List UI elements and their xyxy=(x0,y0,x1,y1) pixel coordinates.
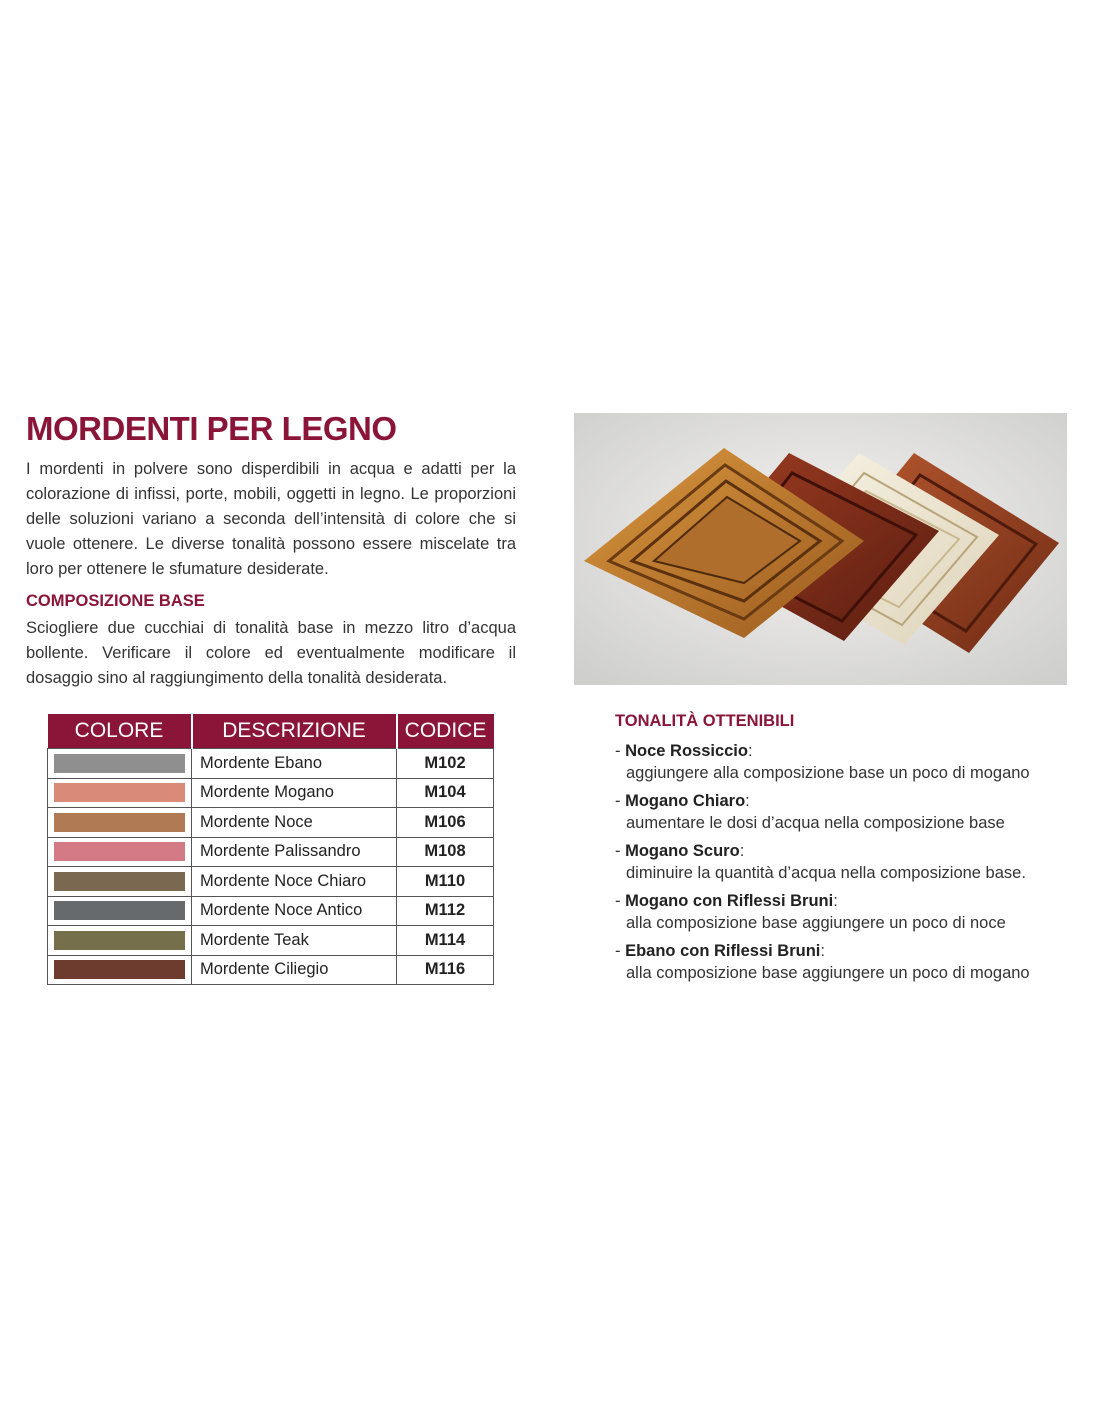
wood-panels-photo xyxy=(574,413,1067,685)
stain-description: Mordente Ciliegio xyxy=(192,955,397,985)
tonalita-item: - Mogano Chiaro: aumentare le dosi d’acqua nella composizione base xyxy=(615,790,1065,834)
color-swatch xyxy=(54,813,185,832)
header-codice: CODICE xyxy=(397,714,494,749)
color-swatch xyxy=(54,960,185,979)
color-swatch-cell xyxy=(48,778,192,808)
color-swatch-cell xyxy=(48,896,192,926)
tonalita-name: Noce Rossiccio xyxy=(625,742,748,760)
stain-code: M108 xyxy=(397,837,494,867)
composition-paragraph: Sciogliere due cucchiai di tonalità base in mezzo litro d’acqua bollente. Verificare il colore ed eventualmente modificare il dosaggio sino al raggiungimento della tonalità desiderata. xyxy=(26,619,516,687)
tonalita-desc: alla composizione base aggiungere un poco di mogano xyxy=(626,964,1030,982)
color-swatch xyxy=(54,872,185,891)
stain-description: Mordente Mogano xyxy=(192,778,397,808)
table-row xyxy=(48,778,494,808)
table-row xyxy=(48,867,494,897)
tonalita-item: - Ebano con Riflessi Bruni: alla composizione base aggiungere un poco di mogano xyxy=(615,940,1065,984)
wood-panels-image xyxy=(574,413,1067,685)
tonalita-heading: TONALITÀ OTTENIBILI xyxy=(615,712,795,730)
tonalita-name: Mogano Scuro xyxy=(625,842,740,860)
tonalita-name: Mogano con Riflessi Bruni xyxy=(625,892,834,910)
table-header-row xyxy=(48,714,494,749)
stain-code: M114 xyxy=(397,926,494,956)
color-swatch xyxy=(54,842,185,861)
table-row xyxy=(48,926,494,956)
table-row xyxy=(48,955,494,985)
tonalita-name: Ebano con Riflessi Bruni xyxy=(625,942,821,960)
color-swatch xyxy=(54,754,185,773)
header-descrizione: DESCRIZIONE xyxy=(192,714,397,749)
header-colore: COLORE xyxy=(48,714,192,749)
stain-description: Mordente Ebano xyxy=(192,749,397,779)
tonalita-item: - Mogano con Riflessi Bruni: alla composizione base aggiungere un poco di noce xyxy=(615,890,1065,934)
color-swatch-cell xyxy=(48,926,192,956)
color-swatch-cell xyxy=(48,808,192,838)
stain-description: Mordente Noce Antico xyxy=(192,896,397,926)
color-swatch-cell xyxy=(48,837,192,867)
table-row xyxy=(48,837,494,867)
tonalita-item: - Mogano Scuro: diminuire la quantità d’acqua nella composizione base. xyxy=(615,840,1065,884)
table-row xyxy=(48,896,494,926)
stain-description: Mordente Teak xyxy=(192,926,397,956)
stain-code: M116 xyxy=(397,955,494,985)
color-swatch-cell xyxy=(48,955,192,985)
tonalita-item: - Noce Rossiccio: aggiungere alla composizione base un poco di mogano xyxy=(615,740,1065,784)
tonalita-name: Mogano Chiaro xyxy=(625,792,746,810)
stain-code: M104 xyxy=(397,778,494,808)
page-title: MORDENTI PER LEGNO xyxy=(26,410,397,447)
stain-description: Mordente Noce Chiaro xyxy=(192,867,397,897)
stain-code: M106 xyxy=(397,808,494,838)
stain-description: Mordente Noce xyxy=(192,808,397,838)
color-swatch xyxy=(54,783,185,802)
tonalita-desc: aggiungere alla composizione base un poco di mogano xyxy=(626,764,1030,782)
stain-code: M110 xyxy=(397,867,494,897)
stain-table xyxy=(47,714,494,985)
tonalita-list xyxy=(615,740,1065,990)
stain-description: Mordente Palissandro xyxy=(192,837,397,867)
intro-paragraph: I mordenti in polvere sono disperdibili in acqua e adatti per la colorazione di infissi, porte, mobili, oggetti in legno. Le proporzioni delle soluzioni variano a seconda dell’intensità di colore che si vuole ottenere. Le diverse tonalità possono essere miscelate tra loro per ottenere le sfumature desiderate. xyxy=(26,460,516,578)
color-swatch xyxy=(54,931,185,950)
tonalita-desc: alla composizione base aggiungere un poco di noce xyxy=(626,914,1006,932)
stain-code: M102 xyxy=(397,749,494,779)
color-swatch xyxy=(54,901,185,920)
table-row xyxy=(48,808,494,838)
tonalita-desc: aumentare le dosi d’acqua nella composizione base xyxy=(626,814,1005,832)
table-row xyxy=(48,749,494,779)
color-swatch-cell xyxy=(48,749,192,779)
stain-code: M112 xyxy=(397,896,494,926)
color-swatch-cell xyxy=(48,867,192,897)
composition-heading: COMPOSIZIONE BASE xyxy=(26,592,205,610)
tonalita-desc: diminuire la quantità d’acqua nella composizione base. xyxy=(626,864,1026,882)
